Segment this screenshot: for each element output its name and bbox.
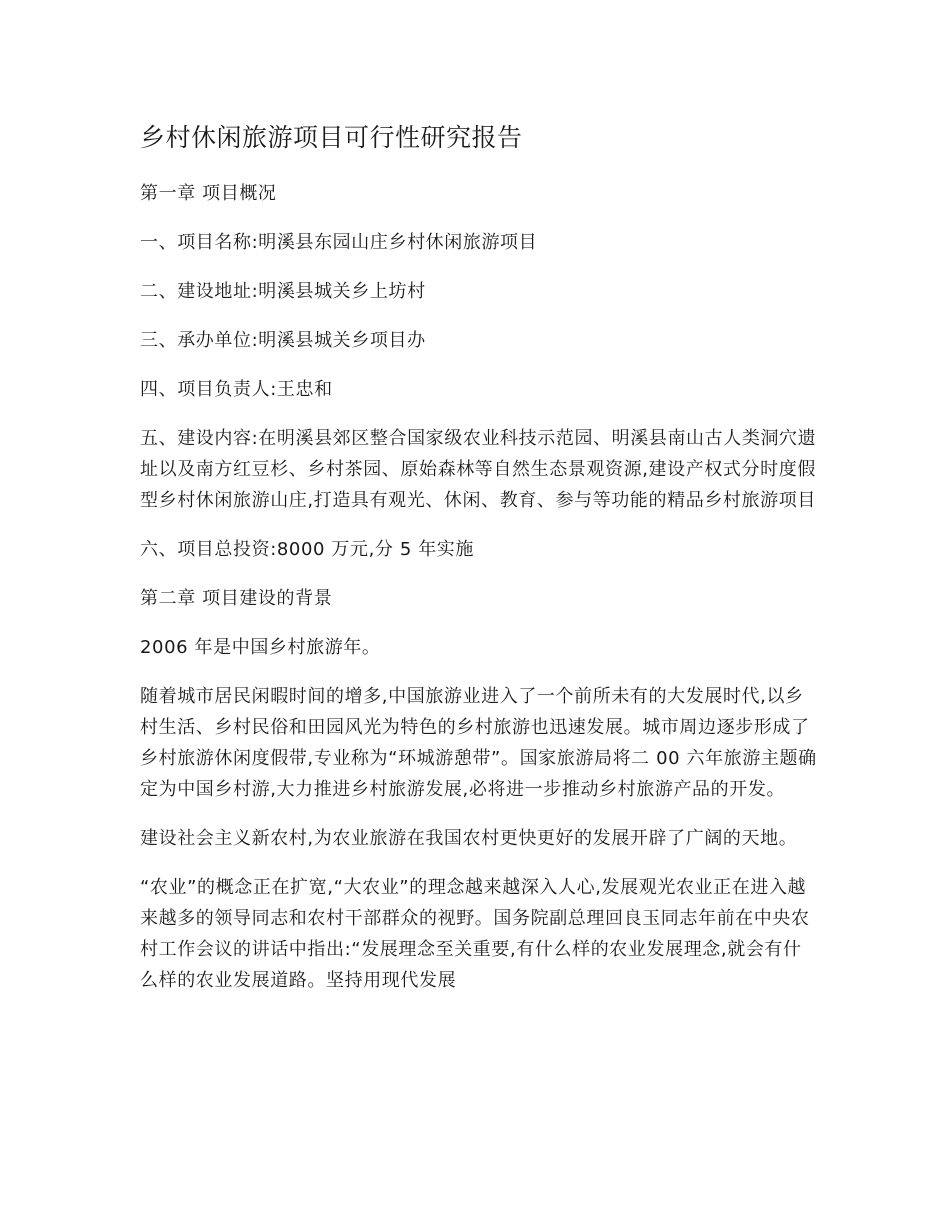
construction-content-item: 五、建设内容:在明溪县郊区整合国家级农业科技示范园、明溪县南山古人类洞穴遗址以及南方红豆杉、乡村茶园、原始森林等自然生态景观资源,建设产权式分时度假型乡村休闲旅游山庄,打造具有观光、休闲、教育、参与等功能的精品乡村旅游项目 bbox=[140, 428, 817, 511]
project-leader-item: 四、项目负责人:王忠和 bbox=[140, 379, 333, 400]
total-investment-item: 六、项目总投资:8000 万元,分 5 年实施 bbox=[140, 539, 475, 560]
chapter-heading-2: 第二章 项目建设的背景 bbox=[140, 588, 333, 609]
body-paragraph: 2006 年是中国乡村旅游年。 bbox=[140, 637, 381, 658]
body-paragraph: 建设社会主义新农村,为农业旅游在我国农村更快更好的发展开辟了广阔的天地。 bbox=[140, 828, 798, 849]
project-name-item: 一、项目名称:明溪县东园山庄乡村休闲旅游项目 bbox=[140, 232, 538, 253]
construction-address-item: 二、建设地址:明溪县城关乡上坊村 bbox=[140, 281, 426, 302]
document-page bbox=[140, 120, 820, 1014]
body-paragraph: 随着城市居民闲暇时间的增多,中国旅游业进入了一个前所未有的大发展时代,以乡村生活、乡村民俗和田园风光为特色的乡村旅游也迅速发展。城市周边逐步形成了乡村旅游休闲度假带,专业称为“环城游憩带”。国家旅游局将二 00 六年旅游主题确定为中国乡村游,大力推进乡村旅游发展,必将进一步推动乡村旅游产品的开发。 bbox=[140, 686, 817, 800]
organizer-item: 三、承办单位:明溪县城关乡项目办 bbox=[140, 330, 426, 351]
body-paragraph: “农业”的概念正在扩宽,“大农业”的理念越来越深入人心,发展观光农业正在进入越来越多的领导同志和农村干部群众的视野。国务院副总理回良玉同志年前在中央农村工作会议的讲话中指出:“发展理念至关重要,有什么样的农业发展理念,就会有什么样的农业发展道路。坚持用现代发展 bbox=[140, 877, 810, 991]
chapter-heading-1: 第一章 项目概况 bbox=[140, 183, 277, 204]
document-title: 乡村休闲旅游项目可行性研究报告 bbox=[140, 123, 523, 152]
